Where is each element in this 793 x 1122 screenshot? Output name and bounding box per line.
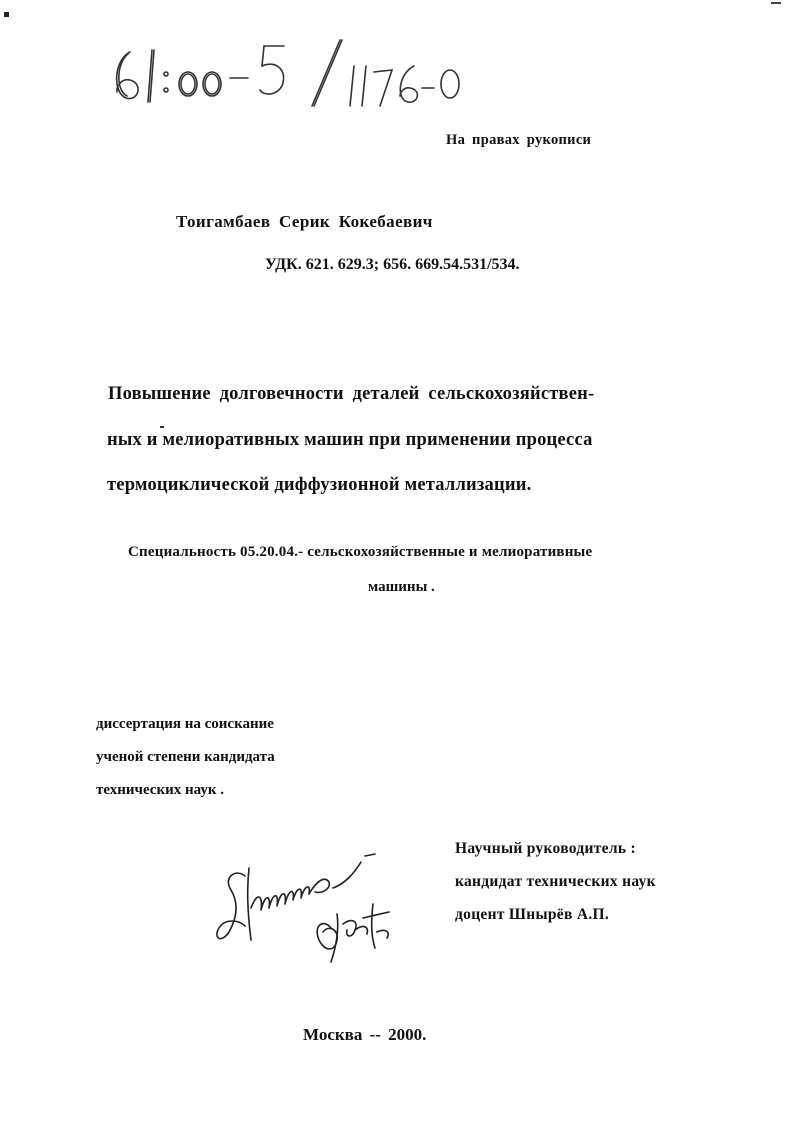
title-line: ных и мелиоративных машин при применении процесса [107,430,593,450]
archive-code-handwritten [108,36,468,108]
dissertation-line: диссертация на соискание [96,716,274,732]
archive-code-drawing [108,36,468,108]
supervisor-line: Научный руководитель : [455,840,636,857]
title-line: термоциклической диффузионной металлизации. [107,475,532,495]
scan-edge-mark [771,2,781,4]
supervisor-block [455,832,656,931]
title-line: Повышение долговечности деталей сельскохозяйствен- [108,384,595,404]
dissertation-line: технических наук . [96,782,225,798]
dissertation-degree-block [96,708,275,807]
specialty-line: машины . [368,579,435,595]
city-year: Москва -- 2000. [303,1025,427,1044]
supervisor-line: кандидат технических наук [455,873,656,890]
scan-corner-mark [4,12,9,17]
dissertation-line: ученой степени кандидата [96,749,275,765]
handwritten-signatures [205,848,410,968]
author-name: Тоигамбаев Серик Кокебаевич [176,212,433,231]
supervisor-line: доцент Шнырёв А.П. [455,906,610,923]
specialty-line: Специальность 05.20.04.- сельскохозяйственные и мелиоративные [128,544,593,560]
manuscript-rights-note: На правах рукописи [446,132,592,148]
signatures [205,848,410,968]
ink-speck [160,426,164,428]
udc-code: УДК. 621. 629.3; 656. 669.54.531/534. [265,256,520,273]
